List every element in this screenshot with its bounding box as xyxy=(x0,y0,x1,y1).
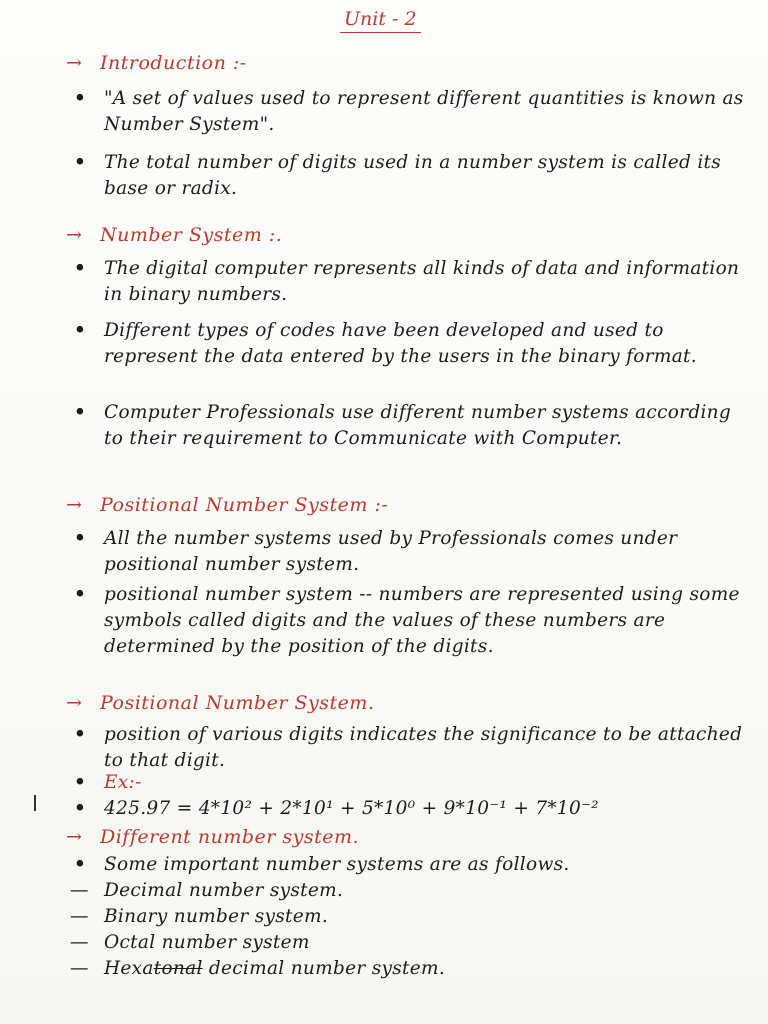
bullet-icon: • xyxy=(74,772,87,793)
bullet-icon: • xyxy=(74,724,87,745)
struck-text: tonal xyxy=(153,958,203,979)
bullet-icon: • xyxy=(74,854,87,875)
dash-icon: — xyxy=(70,906,89,927)
arrow-icon: → xyxy=(66,224,83,246)
list-item: • The total number of digits used in a number system is called its base or radix. xyxy=(74,152,722,199)
bullet-icon: • xyxy=(74,798,87,819)
arrow-icon: → xyxy=(66,52,83,74)
list-item: • Computer Professionals use different number systems according to their requirement to Communicate with Computer. xyxy=(74,402,732,449)
bullet-icon: • xyxy=(74,88,87,109)
dash-icon: — xyxy=(70,932,89,953)
list-item: • positional number system -- numbers are represented using some symbols called digits and the values of these numbers are determined by the position of the digits. xyxy=(74,584,740,657)
list-item: • Ex:- xyxy=(78,770,748,796)
list-item: • The digital computer represents all kinds of data and information in binary numbers. xyxy=(74,258,740,305)
dash-icon: — xyxy=(70,880,89,901)
bullet-icon: • xyxy=(74,258,87,279)
section-heading-introduction: → Introduction :- xyxy=(66,52,247,74)
list-item: — Binary number system. xyxy=(78,904,748,930)
list-item: • All the number systems used by Professionals comes under positional number system. xyxy=(74,528,678,575)
section-heading-positional-number-system-2: → Positional Number System. xyxy=(66,692,375,714)
section-heading-different-number-system: → Different number system. xyxy=(66,826,360,848)
bullet-icon: • xyxy=(74,528,87,549)
arrow-icon: → xyxy=(66,692,83,714)
dash-icon: — xyxy=(70,958,89,979)
bullet-icon: • xyxy=(74,320,87,341)
arrow-icon: → xyxy=(66,826,83,848)
section-heading-number-system: → Number System :. xyxy=(66,224,283,246)
page-title: Unit - 2 xyxy=(340,8,421,33)
bullet-icon: • xyxy=(74,152,87,173)
bullet-icon: • xyxy=(74,584,87,605)
list-item: — Octal number system xyxy=(78,930,748,956)
margin-mark xyxy=(34,795,36,811)
bullet-icon: • xyxy=(74,402,87,423)
arrow-icon: → xyxy=(66,494,83,516)
list-item: — Decimal number system. xyxy=(78,878,748,904)
list-item: • Different types of codes have been developed and used to represent the data entered by the users in the binary format. xyxy=(74,320,697,367)
section-heading-positional-number-system: → Positional Number System :- xyxy=(66,494,389,516)
formula-item: • 425.97 = 4*10² + 2*10¹ + 5*10⁰ + 9*10⁻¹ + 7*10⁻² xyxy=(78,796,748,822)
list-item: • Some important number systems are as follows. xyxy=(78,852,748,878)
list-item: • position of various digits indicates the significance to be attached to that digit. xyxy=(74,724,743,771)
list-item: — Hexatonal decimal number system. xyxy=(78,956,748,982)
list-item: • "A set of values used to represent different quantities is known as Number System". xyxy=(74,88,744,135)
